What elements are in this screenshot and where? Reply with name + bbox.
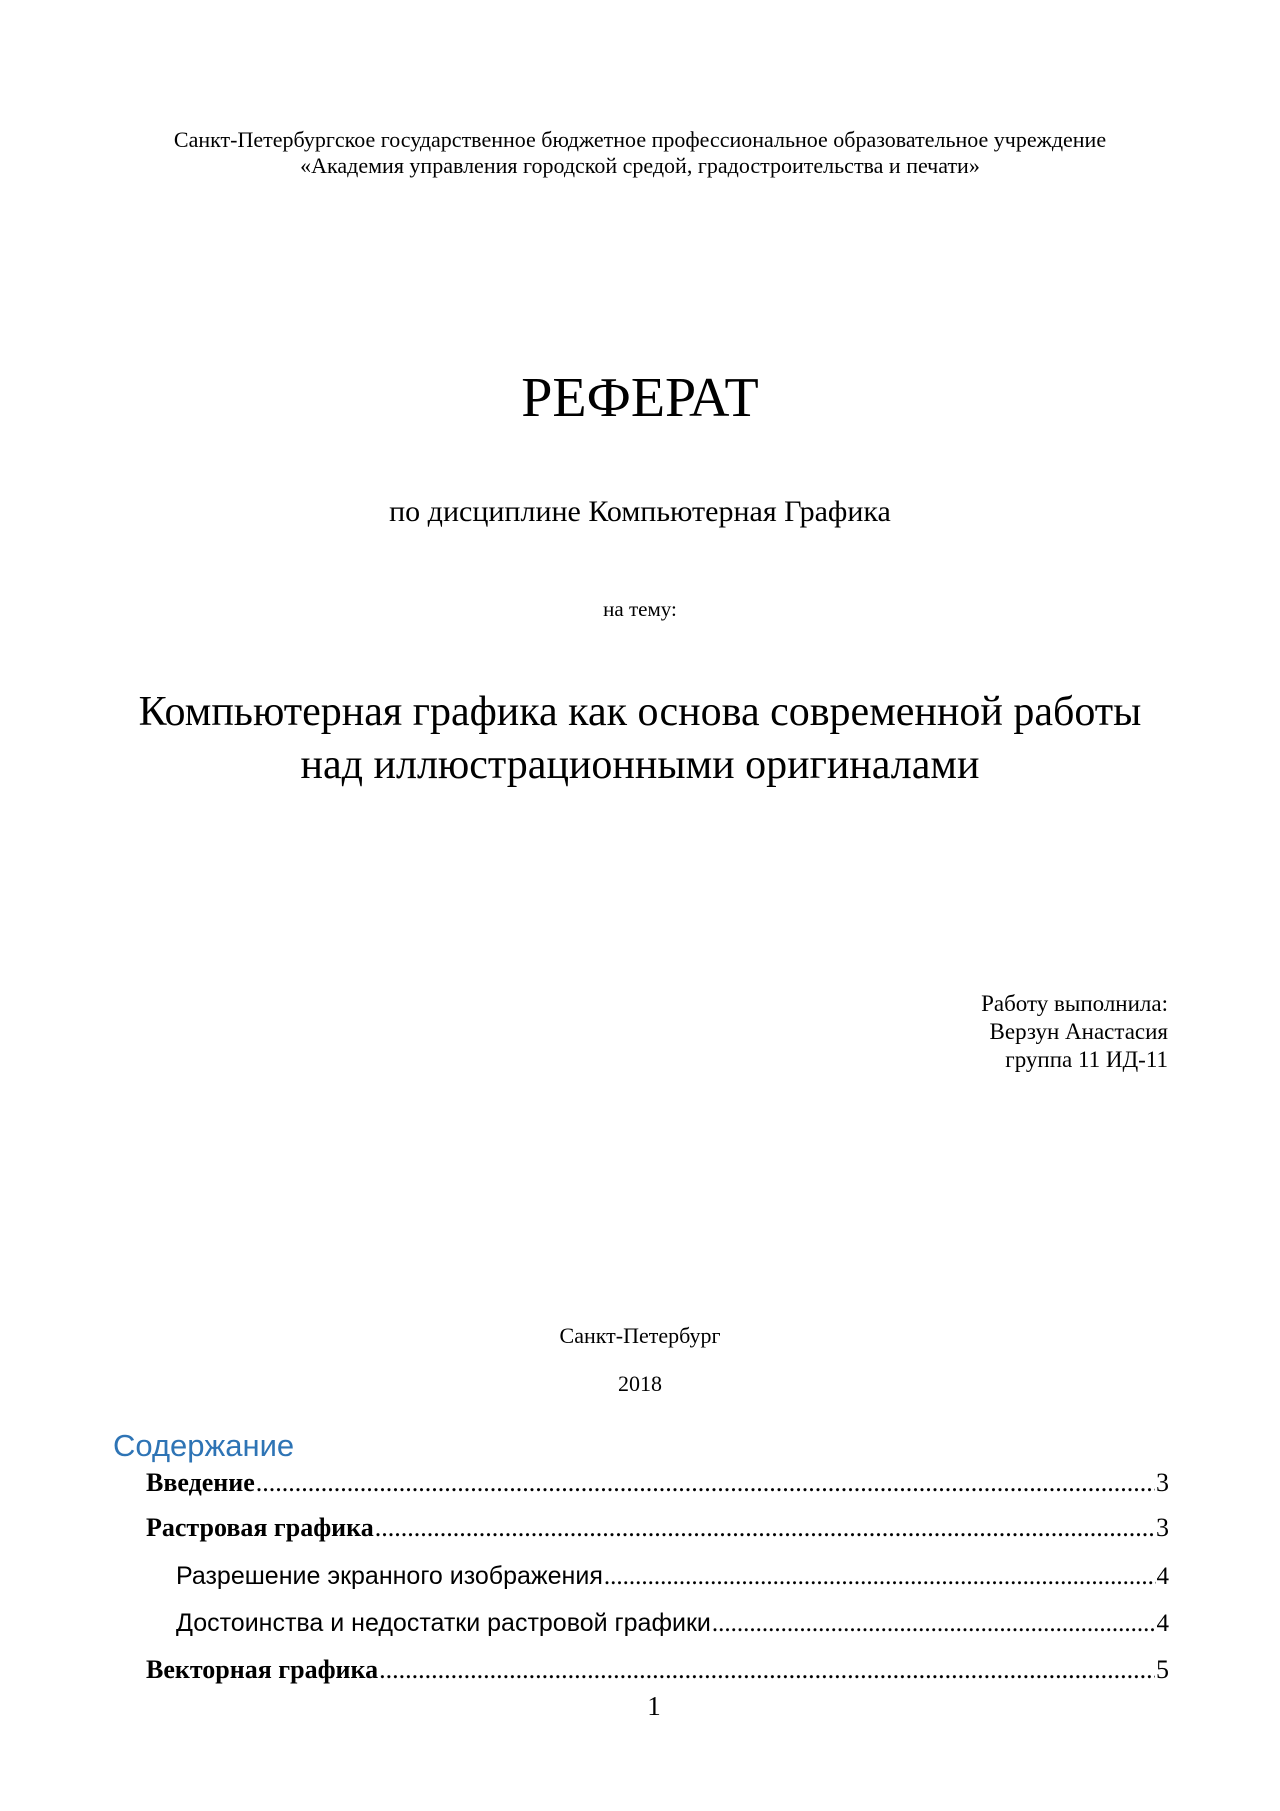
- toc-entry-page: 4: [1156, 1563, 1169, 1590]
- topic-label: на тему:: [603, 597, 677, 621]
- author-group: группа 11 ИД-11: [1005, 1047, 1168, 1072]
- topic-title: [0, 686, 1280, 792]
- toc-entry-title: Разрешение экранного изображения: [176, 1562, 603, 1590]
- author-block: [981, 990, 1168, 1074]
- city: Санкт-Петербург: [559, 1323, 721, 1348]
- toc-entry-title: Векторная графика: [146, 1655, 379, 1684]
- toc-leader-dots: [379, 1653, 1155, 1687]
- toc-leader-dots: [604, 1560, 1156, 1594]
- toc-leader-dots: [375, 1511, 1155, 1545]
- toc-leader-dots: [256, 1466, 1155, 1500]
- toc-entry-raster-pros-cons[interactable]: [176, 1606, 1169, 1641]
- toc-entry-title: Растровая графика: [146, 1513, 374, 1542]
- author-name: Верзун Анастасия: [989, 1019, 1168, 1044]
- toc-entry-title: Достоинства и недостатки растровой графики: [176, 1609, 711, 1637]
- author-label: Работу выполнила:: [981, 991, 1168, 1016]
- toc-entry-introduction[interactable]: [146, 1466, 1169, 1500]
- institution-line-1: Санкт-Петербургское государственное бюджетное профессиональное образовательное учреждение: [173, 127, 1107, 152]
- toc-entry-page: 5: [1156, 1655, 1169, 1684]
- toc-entry-page: 3: [1156, 1468, 1169, 1497]
- toc-entry-title: Введение: [146, 1468, 255, 1497]
- topic-title-line-2: над иллюстрационными оригиналами: [300, 742, 980, 788]
- year: 2018: [618, 1371, 662, 1396]
- institution-block: [0, 127, 1280, 179]
- toc-entry-vector-graphics[interactable]: [146, 1653, 1169, 1687]
- toc-entry-page: 4: [1156, 1610, 1169, 1637]
- toc-entry-screen-resolution[interactable]: [176, 1559, 1169, 1594]
- institution-line-2: «Академия управления городской средой, градостроительства и печати»: [300, 153, 980, 178]
- toc-leader-dots: [712, 1607, 1156, 1641]
- document-type-title: РЕФЕРАТ: [521, 367, 759, 429]
- toc-heading: Содержание: [113, 1428, 295, 1463]
- discipline-line: по дисциплине Компьютерная Графика: [389, 495, 891, 528]
- toc-entry-page: 3: [1156, 1513, 1169, 1542]
- topic-title-line-1: Компьютерная графика как основа современной работы: [138, 689, 1142, 735]
- toc-entry-raster-graphics[interactable]: [146, 1511, 1169, 1545]
- page-number: 1: [647, 1691, 661, 1721]
